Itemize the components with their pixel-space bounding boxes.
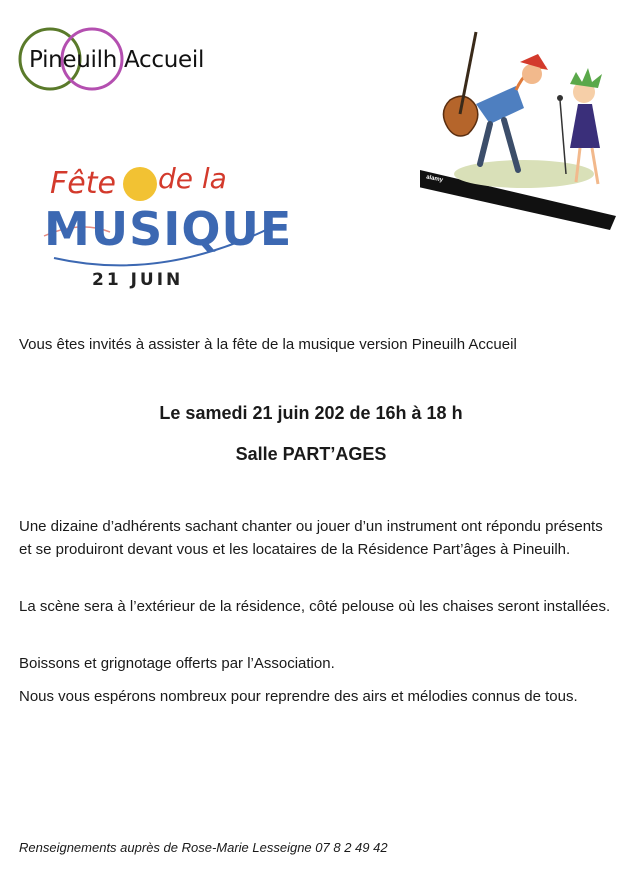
paragraph-stage: La scène sera à l’extérieur de la résidence, côté pelouse où les chaises seront installées. <box>19 598 611 615</box>
musicians-illustration <box>420 24 616 230</box>
contact-footer: Renseignements auprès de Rose-Marie Lesseigne 07 8 2 49 42 <box>19 840 388 855</box>
de-la-word: de la <box>158 162 227 195</box>
event-date: Le samedi 21 juin 202 de 16h à 18 h <box>159 403 463 423</box>
pineuilh-accueil-logo <box>18 26 218 92</box>
musicians-cartoon-icon <box>420 24 616 230</box>
paragraph-drinks: Boissons et grignotage offerts par l’Association. <box>19 655 335 672</box>
musique-word: MUSIQUE <box>44 202 293 256</box>
fete-de-la-musique-logo <box>40 162 293 298</box>
logo-text: Pineuilh Accueil <box>29 47 205 73</box>
alamy-watermark: alamy <box>425 174 444 184</box>
invitation-text: Vous êtes invités à assister à la fête de la musique version Pineuilh Accueil <box>19 336 517 353</box>
fete-word: Fête <box>50 166 116 201</box>
paragraph-performers: Une dizaine d’adhérents sachant chanter ou jouer d’un instrument ont répondu présents et se produiront devant vous et les locataires de la Résidence Part’âges à Pineuilh. <box>19 518 603 558</box>
paragraph-invitation: Nous vous espérons nombreux pour reprendre des airs et mélodies connus de tous. <box>19 688 578 705</box>
fete-date: 21 JUIN <box>92 270 184 290</box>
event-venue: Salle PART’AGES <box>235 444 387 464</box>
